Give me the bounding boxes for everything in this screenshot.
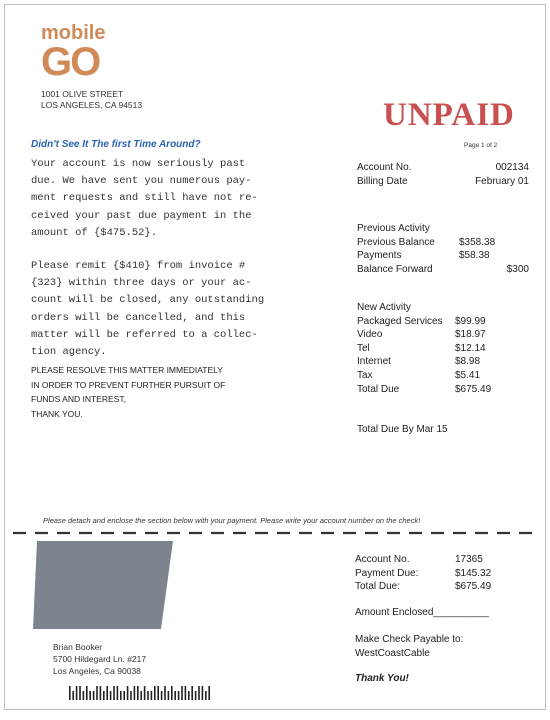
remit-value: $675.49 [455, 581, 492, 593]
barcode-bar [103, 691, 105, 700]
barcode-bar [185, 686, 187, 700]
activity-row [357, 328, 533, 342]
detach-instructions: Please detach and enclose the section below with your payment. Please write your account number on the check! [43, 516, 421, 525]
account-info [357, 161, 529, 188]
headline: Didn't See It The first Time Around? [31, 139, 201, 150]
new-activity-heading: New Activity [357, 302, 411, 313]
barcode-bar [198, 686, 200, 700]
barcode-bar [86, 686, 88, 700]
barcode-bar [123, 691, 125, 700]
message-line: {323} within three days or your ac- [31, 277, 252, 290]
barcode-bar [195, 691, 197, 700]
closing-line: PLEASE RESOLVE THIS MATTER IMMEDIATELY [31, 365, 223, 375]
account-number-row [357, 161, 529, 175]
activity-row [357, 236, 533, 250]
activity-label: Payments [357, 250, 402, 262]
activity-value: $12.14 [455, 342, 486, 354]
barcode-bar [100, 686, 102, 700]
message-paragraph-2 [31, 258, 264, 361]
activity-row [357, 315, 533, 329]
activity-row [357, 342, 533, 356]
barcode-bar [188, 691, 190, 700]
company-address-line: LOS ANGELES, CA 94513 [41, 100, 143, 110]
barcode-bar [140, 691, 142, 700]
payable-to [355, 633, 463, 661]
barcode-bar [117, 686, 119, 700]
barcode-bar [120, 691, 122, 700]
activity-value: $58.38 [459, 250, 490, 262]
message-line: matter will be referred to a collec- [31, 328, 258, 341]
message-line: ment requests and still have not re- [31, 192, 258, 205]
barcode-bar [202, 686, 204, 700]
barcode-bar [93, 691, 95, 700]
activity-label: Video [357, 329, 383, 341]
barcode-bar [72, 691, 74, 700]
message-line: Please remit {$410} from invoice # [31, 260, 246, 272]
company-address-line: 1001 OLIVE STREET [41, 89, 124, 99]
billing-date-value: February 01 [475, 175, 529, 187]
message-line: orders will be cancelled, and this [31, 311, 246, 324]
message-line: amount of {$475.52}. [31, 226, 158, 239]
barcode-bar [174, 691, 176, 700]
logo-text-top: mobile [41, 22, 106, 44]
logo-text-bottom: GO [41, 40, 100, 79]
account-number-label: Account No. [357, 162, 412, 173]
activity-label: Tel [357, 342, 370, 354]
remit-label: Account No. [355, 554, 410, 565]
remit-label: Payment Due: [355, 567, 419, 579]
barcode-bar [171, 686, 173, 700]
closing-notice [31, 363, 225, 421]
account-number-value: 002134 [495, 162, 529, 173]
activity-label: Balance Forward [357, 263, 433, 275]
activity-row [357, 369, 533, 383]
barcode-bar [106, 686, 108, 700]
message-line: tion agency. [31, 346, 107, 359]
barcode-bar [69, 686, 71, 700]
barcode-bar [96, 686, 98, 700]
barcode-bar [134, 686, 136, 700]
billing-date-label: Billing Date [357, 175, 408, 187]
activity-label: Tax [357, 369, 373, 381]
mobilego-logo [39, 19, 139, 79]
total-due-by: Total Due By Mar 15 [357, 424, 448, 435]
barcode-bar [83, 691, 85, 700]
barcode-bar [157, 686, 159, 700]
address-window-box [33, 541, 173, 629]
barcode-bar [76, 686, 78, 700]
customer-address [53, 641, 146, 677]
barcode-bar [161, 691, 163, 700]
activity-row [357, 355, 533, 369]
amount-enclosed-field: Amount Enclosed__________ [355, 607, 489, 618]
thank-you-note: Thank You! [355, 673, 409, 684]
activity-value: $18.97 [455, 329, 486, 341]
activity-value: $675.49 [455, 383, 492, 395]
message-line: Your account is now seriously past [31, 158, 246, 170]
barcode-bar [208, 686, 210, 700]
message-line: ceived your past due payment in the [31, 209, 252, 222]
barcode-bar [137, 686, 139, 700]
payable-name: WestCoastCable [355, 648, 430, 659]
customer-name: Brian Booker [53, 642, 103, 652]
remit-label: Total Due: [355, 581, 401, 593]
barcode-bar [168, 691, 170, 700]
barcode-bar [151, 691, 153, 700]
activity-label: Internet [357, 356, 391, 368]
activity-label: Previous Balance [357, 236, 435, 248]
activity-row [357, 263, 533, 277]
new-activity [357, 301, 533, 396]
message-line: count will be closed, any outstanding [31, 294, 265, 307]
activity-value: $300 [506, 263, 529, 275]
tear-off-line [13, 531, 533, 535]
message-line: due. We have sent you numerous pay- [31, 175, 252, 188]
customer-street: 5700 Hildegard Ln. #217 [53, 654, 147, 664]
remit-value: $145.32 [455, 567, 492, 579]
barcode-bar [130, 691, 132, 700]
barcode-bar [181, 686, 183, 700]
barcode-bar [110, 691, 112, 700]
postal-barcode [69, 686, 213, 700]
previous-activity [357, 222, 533, 276]
activity-label: Total Due [357, 383, 400, 395]
barcode-bar [164, 686, 166, 700]
page-indicator: Page 1 of 2 [464, 142, 498, 149]
barcode-bar [205, 691, 207, 700]
remit-value: 17365 [455, 554, 483, 565]
barcode-bar [89, 691, 91, 700]
previous-activity-heading: Previous Activity [357, 223, 430, 234]
remit-row [355, 553, 531, 567]
billing-date-row [357, 175, 529, 189]
activity-value: $99.99 [455, 315, 486, 327]
activity-row [357, 249, 533, 263]
activity-row [357, 383, 533, 397]
remittance-info [355, 553, 531, 594]
closing-line: THANK YOU. [31, 408, 83, 419]
barcode-bar [113, 686, 115, 700]
invoice-page [4, 4, 546, 710]
address-window-shape [33, 541, 173, 629]
remit-row [355, 580, 531, 594]
activity-value: $358.38 [459, 236, 496, 248]
company-address [41, 89, 142, 111]
activity-value: $5.41 [455, 369, 481, 381]
message-paragraph-1 [31, 156, 258, 242]
closing-line: IN ORDER TO PREVENT FURTHER PURSUIT OF [31, 379, 226, 390]
barcode-bar [79, 686, 81, 700]
barcode-bar [127, 686, 129, 700]
customer-city: Los Angeles, Ca 90038 [53, 666, 141, 676]
remit-row [355, 567, 531, 581]
closing-line: FUNDS AND INTEREST, [31, 394, 126, 404]
barcode-bar [144, 686, 146, 700]
activity-value: $8.98 [455, 356, 481, 368]
payable-label: Make Check Payable to: [355, 634, 464, 645]
barcode-bar [178, 691, 180, 700]
barcode-bar [147, 691, 149, 700]
unpaid-stamp: UNPAID [383, 97, 515, 133]
activity-label: Packaged Services [357, 315, 443, 327]
barcode-bar [191, 686, 193, 700]
barcode-bar [154, 686, 156, 700]
